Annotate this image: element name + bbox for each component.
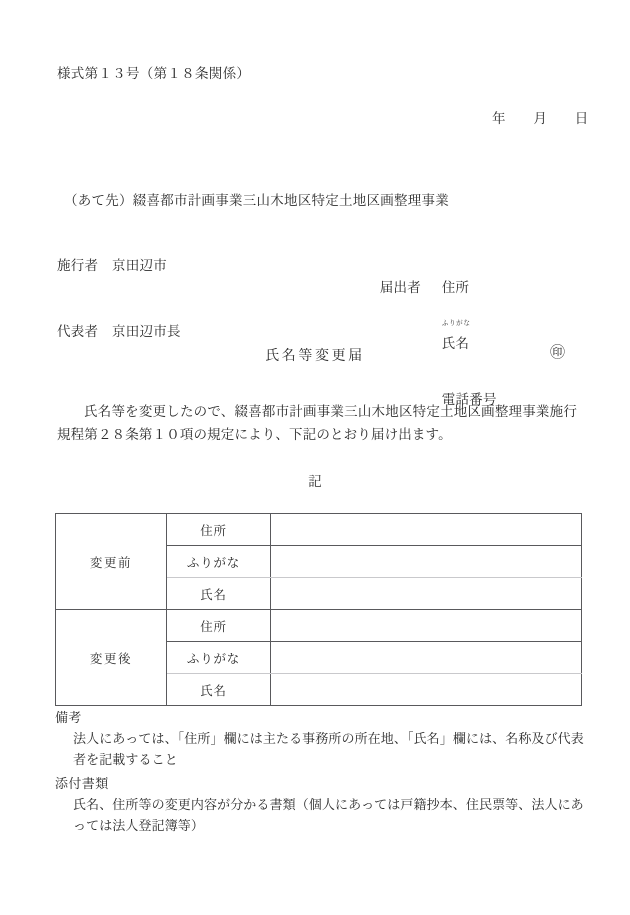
executor-value: 京田辺市 bbox=[112, 258, 167, 274]
notes-area bbox=[55, 707, 595, 838]
field-label-before-furigana: ふりがな bbox=[167, 546, 271, 578]
submitter-address-label: 住所 bbox=[441, 280, 470, 295]
representative-value: 京田辺市長 bbox=[112, 323, 181, 339]
submitter-phone-row bbox=[358, 372, 497, 407]
field-label-before-address: 住所 bbox=[167, 514, 271, 546]
submitter-phone-label: 電話番号 bbox=[441, 392, 497, 407]
representative-label: 代表者 bbox=[57, 323, 99, 339]
value-before-address[interactable] bbox=[271, 514, 582, 546]
paragraph-text: 氏名等を変更したので、綴喜都市計画事業三山木地区特定土地区画整理事業施行規程第２８条第１０項の規定により、下記のとおり届け出ます。 bbox=[57, 404, 577, 443]
executor-label: 施行者 bbox=[57, 258, 99, 274]
value-after-address[interactable] bbox=[271, 610, 582, 642]
seal-icon: ㊞ bbox=[550, 345, 566, 361]
field-label-after-name: 氏名 bbox=[167, 674, 271, 706]
submitter-name-text: 氏名 bbox=[441, 336, 470, 351]
page-title: 氏名等変更届 bbox=[265, 349, 365, 364]
attachments-block bbox=[55, 773, 595, 837]
value-after-name[interactable] bbox=[271, 674, 582, 706]
value-before-name[interactable] bbox=[271, 578, 582, 610]
field-label-before-name: 氏名 bbox=[167, 578, 271, 610]
ki-marker: 記 bbox=[308, 474, 322, 489]
body-paragraph bbox=[57, 400, 577, 446]
group-label-before: 変更前 bbox=[56, 514, 167, 610]
date-line: 年 月 日 bbox=[492, 111, 589, 126]
remarks-body: 法人にあっては、「住所」欄には主たる事務所の所在地、「氏名」欄には、名称及び代表者を記載すること bbox=[73, 731, 584, 768]
field-label-after-address: 住所 bbox=[167, 610, 271, 642]
value-after-furigana[interactable] bbox=[271, 642, 582, 674]
table-row bbox=[56, 514, 582, 546]
value-before-furigana[interactable] bbox=[271, 546, 582, 578]
furigana-ruby: ふりがな bbox=[441, 320, 471, 327]
form-number: 様式第１３号（第１８条関係） bbox=[57, 66, 251, 81]
addressee-to-line: （あて先）綴喜都市計画事業三山木地区特定土地区画整理事業 bbox=[64, 192, 449, 208]
submitter-lead-label: 届出者 bbox=[379, 280, 421, 295]
remarks-heading: 備考 bbox=[55, 710, 82, 725]
attachments-heading: 添付書類 bbox=[55, 775, 109, 791]
attachments-body: 氏名、住所等の変更内容が分かる書類（個人にあっては戸籍抄本、住民票等、法人にあっては法人登記簿等） bbox=[73, 796, 584, 833]
remarks-block bbox=[55, 707, 595, 771]
group-label-after: 変更後 bbox=[56, 610, 167, 706]
table-row bbox=[56, 610, 582, 642]
submitter-name-row bbox=[358, 316, 566, 361]
change-table bbox=[55, 513, 582, 706]
field-label-after-furigana: ふりがな bbox=[167, 642, 271, 674]
submitter-address-row bbox=[358, 260, 497, 295]
